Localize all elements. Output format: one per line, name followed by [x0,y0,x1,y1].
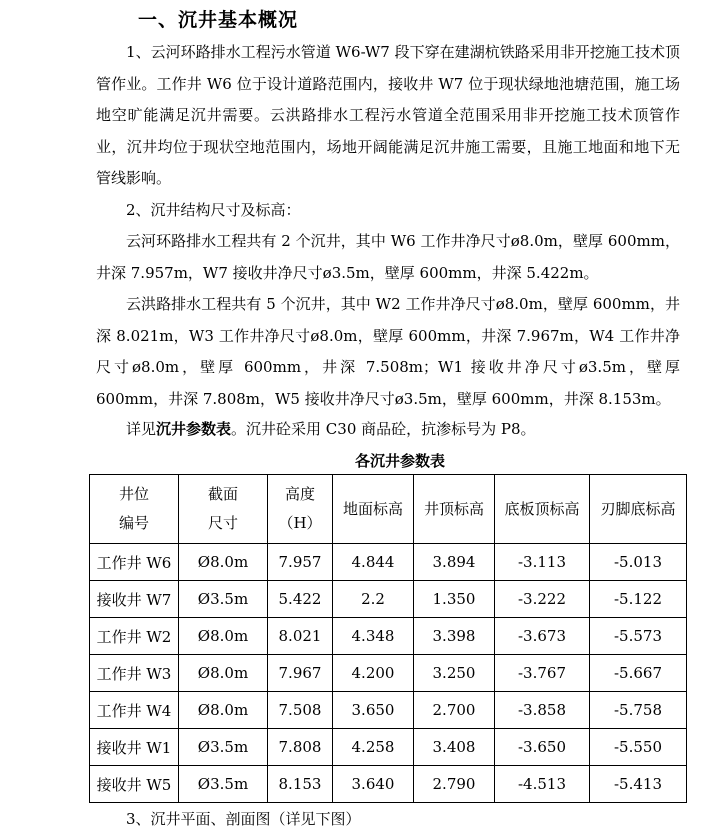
table-cell: Ø8.0m [179,618,268,655]
table-cell: -4.513 [495,766,590,803]
table-row [90,655,687,692]
table-cell: -5.013 [590,544,687,581]
table-cell: 接收井 W5 [90,766,179,803]
table-cell: -5.413 [590,766,687,803]
table-cell: 接收井 W7 [90,581,179,618]
table-cell: 3.640 [333,766,414,803]
table-cell: 1.350 [414,581,495,618]
table-cell: -3.650 [495,729,590,766]
table-row [90,618,687,655]
table-cell: 2.790 [414,766,495,803]
table-cell: 4.844 [333,544,414,581]
table-cell: 4.258 [333,729,414,766]
table-cell: -3.222 [495,581,590,618]
table-row [90,766,687,803]
header-ground-elevation: 地面标高 [333,475,414,544]
table-cell: 3.650 [333,692,414,729]
table-cell: 4.348 [333,618,414,655]
see-prefix: 详见 [126,420,157,438]
paragraph-project-overview: 1、云河环路排水工程污水管道 W6-W7 段下穿在建湖杭铁路采用非开挖施工技术顶管作业。工作井 W6 位于设计道路范围内，接收井 W7 位于现状绿地池塘范围，施工场地空旷能满足沉井需要。云洪路排水工程污水管道全范围采用非开挖施工技术顶管作业，沉井均位于现状空地范围内，场地开阔能满足沉井施工需要，且施工地面和地下无管线影响。 [96,43,680,188]
table-cell: 工作井 W2 [90,618,179,655]
table-cell: 工作井 W3 [90,655,179,692]
table-cell: 8.021 [268,618,333,655]
table-cell: -5.667 [590,655,687,692]
table-cell: Ø8.0m [179,655,268,692]
table-cell: 3.250 [414,655,495,692]
paragraph-see-table [96,414,680,446]
table-cell: -5.573 [590,618,687,655]
header-section-size: 截面 尺寸 [179,475,268,544]
table-cell: 3.894 [414,544,495,581]
section-heading: 一、沉井基本概况 [138,9,299,31]
paragraph-yunhe-wells: 云河环路排水工程共有 2 个沉井，其中 W6 工作井净尺寸ø8.0m，壁厚 600mm，井深 7.957m，W7 接收井净尺寸ø3.5m，壁厚 600mm，井深 5.422m。 [96,232,680,282]
table-cell: 7.967 [268,655,333,692]
table-row [90,544,687,581]
table-cell: 7.808 [268,729,333,766]
paragraph-structure-heading: 2、沉井结构尺寸及标高： [126,201,301,219]
table-cell: 2.700 [414,692,495,729]
table-reference: 沉井参数表 [156,420,232,438]
table-title: 各沉井参数表 [354,452,445,470]
header-top-elevation: 井顶标高 [414,475,495,544]
table-row [90,581,687,618]
table-cell: -5.550 [590,729,687,766]
table-cell: 7.957 [268,544,333,581]
table-cell: 3.408 [414,729,495,766]
table-cell: 3.398 [414,618,495,655]
table-cell: 8.153 [268,766,333,803]
table-cell: Ø8.0m [179,544,268,581]
table-row [90,729,687,766]
table-cell: -5.758 [590,692,687,729]
table-cell: Ø3.5m [179,766,268,803]
header-cutting-edge-elevation: 刃脚底标高 [590,475,687,544]
caisson-parameter-table [89,474,687,803]
table-cell: -3.767 [495,655,590,692]
table-cell: Ø3.5m [179,729,268,766]
table-cell: -3.673 [495,618,590,655]
table-cell: Ø3.5m [179,581,268,618]
table-header-row [90,475,687,544]
header-height: 高度 （H） [268,475,333,544]
see-suffix: 。沉井砼采用 C30 商品砼，抗渗标号为 P8。 [231,420,536,438]
header-slab-top-elevation: 底板顶标高 [495,475,590,544]
table-cell: 工作井 W4 [90,692,179,729]
table-cell: Ø8.0m [179,692,268,729]
table-cell: -5.122 [590,581,687,618]
table-cell: 2.2 [333,581,414,618]
paragraph-yunhong-wells: 云洪路排水工程共有 5 个沉井，其中 W2 工作井净尺寸ø8.0m，壁厚 600mm，井深 8.021m，W3 工作井净尺寸ø8.0m，壁厚 600mm，井深 7.967m，W4 工作井净尺寸ø8.0m，壁厚 600mm，井深 7.508m；W1 接收井净尺寸ø3.5m，壁厚 600mm，井深 7.808m，W5 接收井净尺寸ø3.5m，壁厚 600mm，井深 8.153m。 [96,295,680,408]
table-cell: 接收井 W1 [90,729,179,766]
table-cell: -3.113 [495,544,590,581]
table-row [90,692,687,729]
next-section-line: 3、沉井平面、剖面图（详见下图） [126,810,361,828]
table-cell: 4.200 [333,655,414,692]
table-cell: 7.508 [268,692,333,729]
header-well-id: 井位 编号 [90,475,179,544]
table-cell: 5.422 [268,581,333,618]
table-cell: -3.858 [495,692,590,729]
table-cell: 工作井 W6 [90,544,179,581]
